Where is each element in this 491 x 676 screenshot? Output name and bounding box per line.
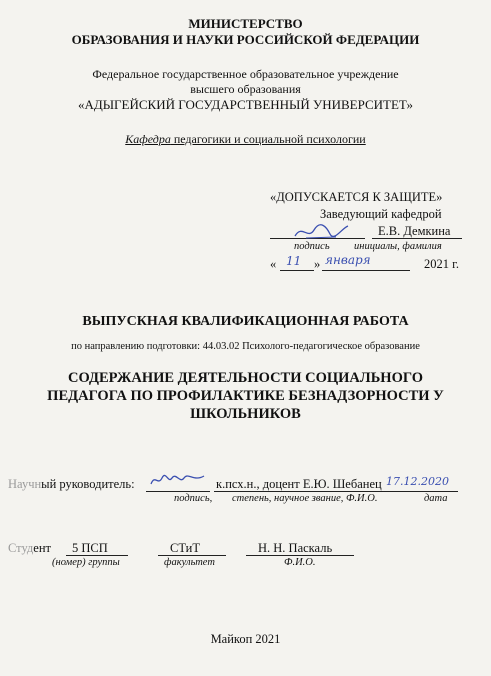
- caption-student-name: Ф.И.О.: [284, 557, 316, 568]
- caption-supervisor-signature: подпись,: [174, 493, 213, 504]
- ministry-line-2: ОБРАЗОВАНИЯ И НАУКИ РОССИЙСКОЙ ФЕДЕРАЦИИ: [71, 32, 420, 47]
- head-signature: [292, 220, 352, 242]
- student-label-text: ент: [33, 541, 51, 555]
- work-type: ВЫПУСКНАЯ КВАЛИФИКАЦИОННАЯ РАБОТА: [82, 314, 409, 329]
- ministry-line-1: МИНИСТЕРСТВО: [188, 16, 303, 31]
- date-day-line: [280, 270, 314, 271]
- head-name: Е.В. Демкина: [378, 224, 451, 238]
- city-year: Майкоп 2021: [210, 632, 281, 646]
- supervisor-label-text: ый руководитель:: [41, 477, 135, 491]
- department-label: Кафедра: [125, 132, 171, 146]
- supervisor-date: 17.12.2020: [386, 475, 449, 488]
- institution-line-1: Федеральное государственное образовательное учреждение: [92, 67, 399, 81]
- date-day: 11: [286, 254, 302, 268]
- supervisor-info-line: [214, 491, 458, 492]
- date-close-quote: »: [314, 257, 321, 271]
- caption-student-group: (номер) группы: [52, 557, 120, 568]
- date-year: 2021 г.: [424, 257, 459, 271]
- supervisor-signature: [148, 470, 208, 490]
- institution-line-3: «АДЫГЕЙСКИЙ ГОСУДАРСТВЕННЫЙ УНИВЕРСИТЕТ»: [77, 97, 414, 112]
- student-group-line: [66, 555, 128, 556]
- student-name: Н. Н. Паскаль: [258, 541, 333, 555]
- caption-signature-head: подпись: [294, 241, 330, 252]
- student-group: 5 ПСП: [72, 541, 108, 555]
- supervisor-signature-line: [146, 491, 210, 492]
- institution-line-2: высшего образования: [190, 82, 301, 96]
- supervisor-info: к.псх.н., доцент Е.Ю. Шебанец: [216, 477, 382, 491]
- caption-student-faculty: факультет: [164, 557, 215, 568]
- work-title-line-1: СОДЕРЖАНИЕ ДЕЯТЕЛЬНОСТИ СОЦИАЛЬНОГО: [68, 370, 423, 386]
- supervisor-label-faded: Научн: [8, 477, 42, 491]
- head-of-department: Заведующий кафедрой: [320, 207, 442, 221]
- head-name-line: [372, 238, 462, 239]
- date-month: января: [325, 253, 371, 267]
- department: [0, 132, 491, 147]
- work-title-line-3: ШКОЛЬНИКОВ: [190, 406, 301, 422]
- date-open-quote: «: [270, 257, 277, 271]
- student-faculty-line: [158, 555, 226, 556]
- department-name: педагогики и социальной психологии: [170, 132, 366, 146]
- caption-initials: инициалы, фамилия: [354, 241, 442, 252]
- work-title-line-2: ПЕДАГОГА ПО ПРОФИЛАКТИКЕ БЕЗНАДЗОРНОСТИ У: [47, 388, 444, 404]
- admit-to-defense: «ДОПУСКАЕТСЯ К ЗАЩИТЕ»: [270, 190, 443, 204]
- student-label: [8, 541, 51, 556]
- date-month-line: [322, 270, 410, 271]
- student-label-faded: Студ: [8, 541, 34, 555]
- supervisor-label: [8, 477, 135, 492]
- student-name-line: [246, 555, 354, 556]
- study-direction: по направлению подготовки: 44.03.02 Психолого-педагогическое образование: [71, 341, 420, 352]
- caption-supervisor-date: дата: [424, 493, 448, 504]
- caption-supervisor-degree: степень, научное звание, Ф.И.О.: [232, 493, 378, 504]
- student-faculty: СТиТ: [170, 541, 200, 555]
